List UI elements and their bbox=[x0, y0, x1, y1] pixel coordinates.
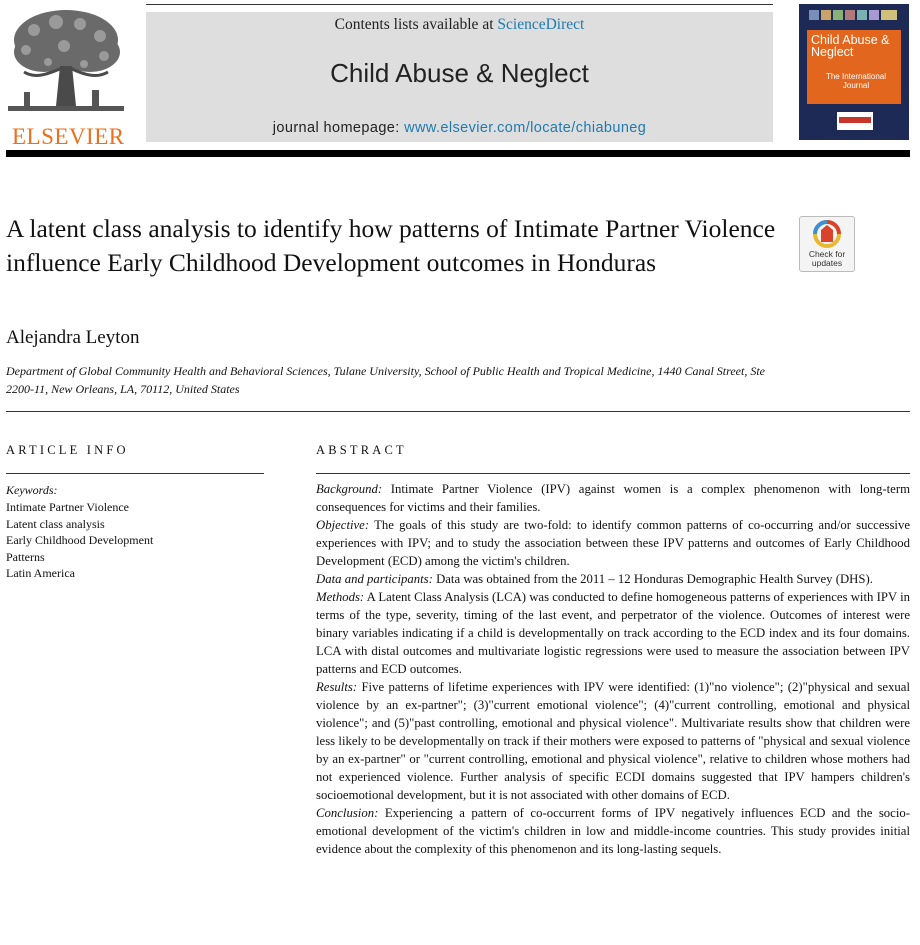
abstract-section-label: Background: bbox=[316, 482, 383, 496]
abstract-section-text: The goals of this study are two-fold: to identify common patterns of co-occurring and/or successive experiences with IPV; and to study the association between these IPV patterns and outcomes of Early Childhood Development (ECD) among the victim's children. bbox=[316, 518, 910, 568]
abstract-section-text: Experiencing a pattern of co-occurrent forms of IPV negatively influences ECD and the socio-emotional development of the victim's children in low and middle-income countries. This study provides initial evidence about the complexity of this phenomenon and its long-lasting sequels. bbox=[316, 806, 911, 856]
article-info-heading: ARTICLE INFO bbox=[6, 443, 129, 457]
abstract-background bbox=[316, 480, 910, 516]
journal-cover-thumbnail[interactable] bbox=[799, 4, 909, 140]
article-title: A latent class analysis to identify how patterns of Intimate Partner Violence influence Early Childhood Development outcomes in Honduras bbox=[6, 214, 776, 277]
abstract-conclusion bbox=[316, 804, 910, 858]
homepage-prefix: journal homepage: bbox=[272, 120, 400, 136]
journal-homepage-link[interactable]: www.elsevier.com/locate/chiabuneg bbox=[404, 120, 647, 136]
cover-mosaic-icon bbox=[809, 10, 897, 20]
cover-subtitle: The International Journal bbox=[825, 72, 887, 90]
abstract-section-label: Methods: bbox=[316, 590, 365, 604]
cover-footer-band bbox=[839, 117, 871, 123]
abstract-section-text: Intimate Partner Violence (IPV) against women is a complex phenomenon with long-term consequences for victims and their families. bbox=[316, 482, 910, 514]
abstract-section-label: Objective: bbox=[316, 518, 370, 532]
abstract-body bbox=[316, 480, 910, 858]
article-info-rule bbox=[6, 473, 264, 474]
contents-prefix: Contents lists available at bbox=[334, 16, 494, 33]
journal-header bbox=[0, 0, 920, 160]
abstract-section-text: A Latent Class Analysis (LCA) was conducted to define homogeneous patterns of experiences with IPV in terms of the type, severity, timing of the last event, and perpetrator of the violence. Outcomes of interest were binary variables indicating if a child is developmentally on track according to the ECD index and its four domains. LCA with distal outcomes and multivariate logistic regressions were used to measure the association between IPV patterns and ECD outcomes. bbox=[316, 590, 911, 676]
header-thick-rule bbox=[6, 150, 910, 157]
check-for-updates-button[interactable] bbox=[799, 216, 855, 272]
check-label-line2: updates bbox=[811, 258, 843, 268]
elsevier-tree-logo[interactable] bbox=[4, 6, 128, 149]
journal-banner bbox=[146, 12, 773, 142]
keywords-list bbox=[6, 499, 153, 582]
homepage-line bbox=[146, 120, 773, 136]
keyword-item[interactable]: Latent class analysis bbox=[6, 516, 105, 531]
title-block-rule bbox=[6, 411, 910, 412]
abstract-section-text: Data was obtained from the 2011 – 12 Honduras Demographic Health Survey (DHS). bbox=[436, 572, 873, 586]
contents-line bbox=[146, 16, 773, 34]
sciencedirect-link[interactable]: ScienceDirect bbox=[497, 16, 585, 33]
abstract-section-label: Data and participants: bbox=[316, 572, 433, 586]
keyword-item[interactable]: Latin America bbox=[6, 566, 75, 581]
banner-top-rule bbox=[146, 4, 773, 5]
abstract-heading: ABSTRACT bbox=[316, 443, 407, 457]
abstract-section-label: Results: bbox=[316, 680, 358, 694]
journal-title: Child Abuse & Neglect bbox=[330, 58, 589, 88]
abstract-section-label: Conclusion: bbox=[316, 806, 379, 820]
author-name[interactable]: Alejandra Leyton bbox=[6, 327, 140, 348]
keyword-item[interactable]: Intimate Partner Violence bbox=[6, 500, 130, 514]
check-for-updates-icon bbox=[800, 217, 854, 249]
keyword-item[interactable]: Patterns bbox=[6, 549, 45, 564]
keyword-item[interactable]: Early Childhood Development bbox=[6, 533, 154, 548]
check-for-updates-label bbox=[800, 250, 854, 268]
author-affiliation: Department of Global Community Health and Behavioral Sciences, Tulane University, School of Public Health and Tropical Medicine, 1440 Canal Street, Ste 2200-11, New Orleans, LA, 70112, United States bbox=[6, 364, 765, 396]
check-label-line1: Check for bbox=[808, 249, 846, 259]
abstract-data-participants bbox=[316, 570, 910, 588]
abstract-methods bbox=[316, 588, 910, 678]
keywords-label: Keywords: bbox=[6, 483, 58, 497]
publisher-wordmark: ELSEVIER bbox=[12, 124, 125, 149]
abstract-section-text: Five patterns of lifetime experiences with IPV were identified: (1)"no violence"; (2)"physical and sexual violence by an ex-partner"; (3)"current emotional violence"; (4)"current controlling, emotional and physical violence"; and (5)"past controlling, emotional and physical violence". Multivariate results show that children were less likely to be developmentally on track if their mothers were exposed to patterns of "physical and sexual violence by an ex-partner" or "current controlling, emotional and physical violence", relative to children whose mothers had not experienced violence. Further analysis of specific ECDI domains suggested that IPV hampers children's socioemotional development, but it is not associated with other domains of ECD. bbox=[316, 680, 911, 802]
cover-title: Child Abuse & Neglect bbox=[811, 33, 890, 59]
abstract-objective bbox=[316, 516, 910, 570]
tree-icon bbox=[4, 6, 128, 118]
abstract-rule bbox=[316, 473, 910, 474]
abstract-results bbox=[316, 678, 910, 804]
